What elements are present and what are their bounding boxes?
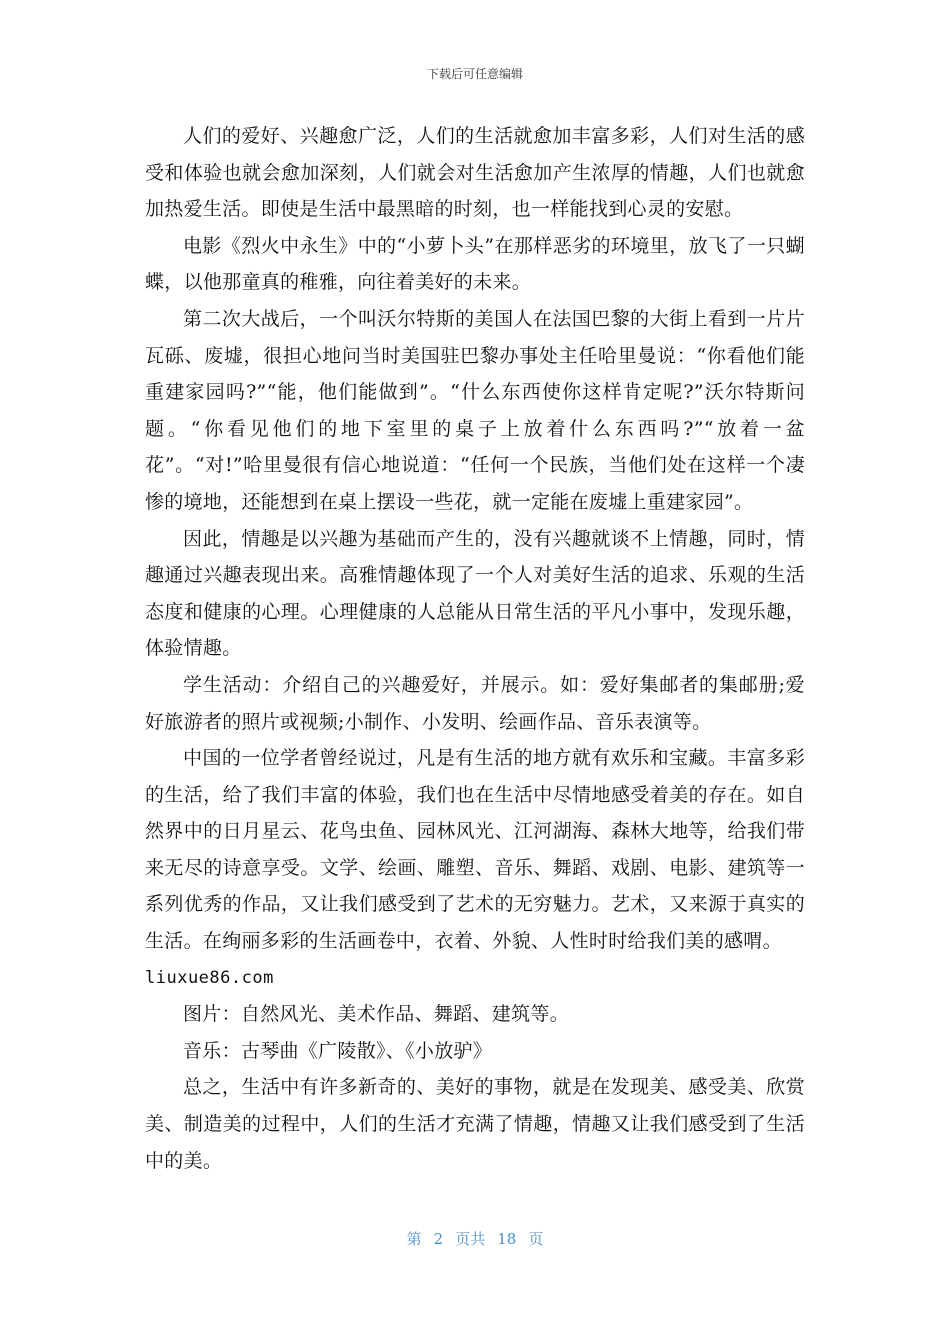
paragraph-conclusion: 总之，生活中有许多新奇的、美好的事物，就是在发现美、感受美、欣赏美、制造美的过程中，人们的生活才充满了情趣，情趣又让我们感受到了生活中的美。 (145, 1076, 805, 1172)
paragraph-pictures: 图片：自然风光、美术作品、舞蹈、建筑等。 (183, 1003, 570, 1026)
paragraph-music: 音乐：古琴曲《广陵散》、《小放驴》 (183, 1039, 493, 1062)
footer-label-ye-gong: 页共 (455, 1230, 486, 1248)
page-footer (0, 1229, 950, 1249)
source-site-text: liuxue86.com (145, 967, 274, 988)
page-header: 下载后可任意编辑 (426, 67, 523, 81)
footer-label-ye: 页 (528, 1230, 544, 1248)
document-body (145, 118, 805, 1179)
paragraph-ww2-story: 第二次大战后，一个叫沃尔特斯的美国人在法国巴黎的大街上看到一片片瓦砾、废墟，很担心地问当时美国驻巴黎办事处主任哈里曼说：“你看他们能重建家园吗?”“能，他们能做到”。“什么东西使你这样肯定呢?”沃尔特斯问题。“你看见他们的地下室里的桌子上放着什么东西吗?”“放着一盆花”。“对!”哈里曼很有信心地说道：“任何一个民族，当他们处在这样一个凄惨的境地，还能想到在桌上摆设一些花，就一定能在废墟上重建家园”。 (145, 307, 805, 513)
paragraph-interest: 因此，情趣是以兴趣为基础而产生的，没有兴趣就谈不上情趣，同时，情趣通过兴趣表现出来。高雅情趣体现了一个人对美好生活的追求、乐观的生活态度和健康的心理。心理健康的人总能从日常生活的平凡小事中，发现乐趣，体验情趣。 (145, 527, 805, 660)
footer-label-di: 第 (406, 1230, 422, 1248)
paragraph-hobbies: 人们的爱好、兴趣愈广泛，人们的生活就愈加丰富多彩，人们对生活的感受和体验也就会愈加深刻，人们就会对生活愈加产生浓厚的情趣，人们也就愈加热爱生活。即使是生活中最黑暗的时刻，也一样能找到心灵的安慰。 (145, 125, 805, 221)
paragraph-scholar: 中国的一位学者曾经说过，凡是有生活的地方就有欢乐和宝藏。丰富多彩的生活，给了我们丰富的体验，我们也在生活中尽情地感受着美的存在。如自然界中的日月星云、花鸟虫鱼、园林风光、江河湖海、森林大地等，给我们带来无尽的诗意享受。文学、绘画、雕塑、音乐、舞蹈、戏剧、电影、建筑等一系列优秀的作品，又让我们感受到了艺术的无穷魅力。艺术，又来源于真实的生活。在绚丽多彩的生活画卷中，衣着、外貌、人性时时给我们美的感喟。 (145, 747, 805, 953)
footer-total-pages: 18 (497, 1230, 517, 1248)
footer-current-page: 2 (433, 1230, 444, 1248)
paragraph-student-activity: 学生活动：介绍自己的兴趣爱好，并展示。如：爱好集邮者的集邮册;爱好旅游者的照片或视频;小制作、小发明、绘画作品、音乐表演等。 (145, 673, 805, 733)
paragraph-film: 电影《烈火中永生》中的“小萝卜头”在那样恶劣的环境里，放飞了一只蝴蝶，以他那童真的稚雅，向往着美好的未来。 (145, 234, 805, 294)
